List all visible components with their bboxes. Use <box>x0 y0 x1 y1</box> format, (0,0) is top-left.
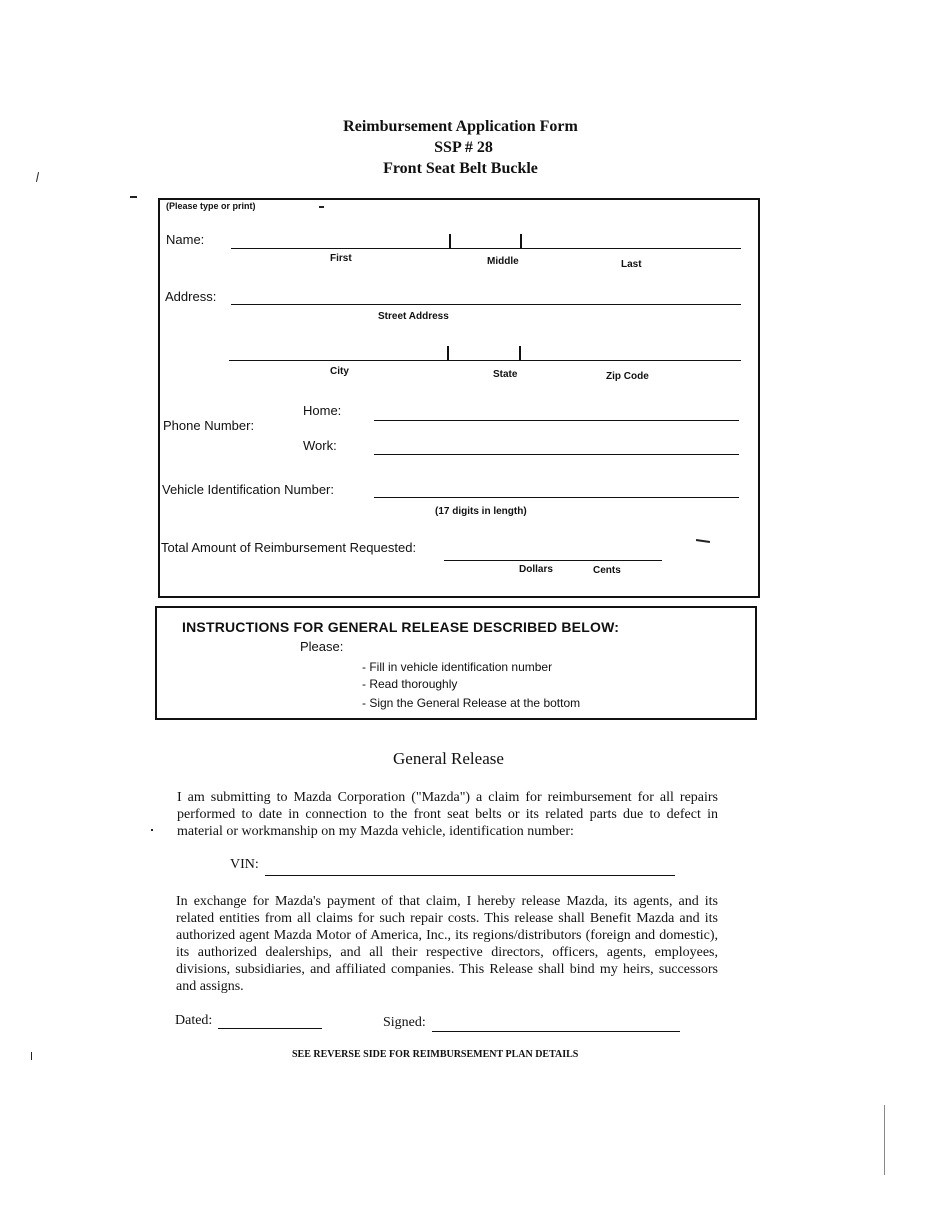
instruction-item: - Sign the General Release at the bottom <box>362 696 581 710</box>
instructions-please: Please: <box>300 639 344 654</box>
form-title-block <box>0 116 935 179</box>
release-vin-field[interactable] <box>265 875 675 876</box>
signature-field[interactable] <box>432 1031 680 1032</box>
applicant-info-box <box>158 198 760 598</box>
address-label: Address: <box>165 289 217 304</box>
vin-label: Vehicle Identification Number: <box>162 482 334 497</box>
instructions-title: INSTRUCTIONS FOR GENERAL RELEASE DESCRIBED BELOW: <box>182 619 620 635</box>
home-phone-field[interactable] <box>374 420 739 421</box>
name-divider <box>449 234 451 248</box>
form-subject: Front Seat Belt Buckle <box>383 160 538 177</box>
vin-field[interactable] <box>374 497 739 498</box>
release-vin-label: VIN: <box>230 857 259 872</box>
dated-label: Dated: <box>175 1013 213 1028</box>
city-state-zip-field[interactable] <box>229 360 741 361</box>
street-address-caption: Street Address <box>378 311 449 322</box>
name-label: Name: <box>166 232 205 247</box>
address-divider <box>447 346 449 360</box>
instruction-item: - Read thoroughly <box>362 677 458 691</box>
date-field[interactable] <box>218 1028 322 1029</box>
city-caption: City <box>330 366 349 377</box>
scan-mark <box>130 196 137 198</box>
signed-label: Signed: <box>383 1015 426 1030</box>
cents-caption: Cents <box>593 565 621 576</box>
reimbursement-amount-label: Total Amount of Reimbursement Requested: <box>161 540 417 555</box>
home-phone-label: Home: <box>303 403 342 418</box>
address-divider <box>519 346 521 360</box>
scan-mark <box>31 1052 32 1060</box>
state-caption: State <box>493 369 518 380</box>
work-phone-field[interactable] <box>374 454 739 455</box>
street-address-field[interactable] <box>231 304 741 305</box>
vin-length-note: (17 digits in length) <box>435 506 527 517</box>
release-paragraph-terms: In exchange for Mazda's payment of that claim, I hereby release Mazda, its agents, and its related entities from all claims for such repair costs. This release shall Benefit Mazda and its authorized agent Mazda Motor of America, Inc., its regions/distributors (foreign and domestic), its authorized dealerships, and all their respective directors, officers, agents, employees, divisions, subsidiaries, and affiliated companies. This Release shall bind my heirs, successors and assigns. <box>176 894 718 994</box>
form-ssp-number: SSP # 28 <box>434 139 493 156</box>
phone-number-label: Phone Number: <box>163 418 255 433</box>
dollars-caption: Dollars <box>519 564 553 575</box>
release-paragraph-claim: I am submitting to Mazda Corporation ("Mazda") a claim for reimbursement for all repairs performed to date in connection to the front seat belts or its related parts due to defect in material or workmanship on my Mazda vehicle, identification number: <box>177 790 718 839</box>
form-title: Reimbursement Application Form <box>343 118 578 135</box>
type-or-print-note: (Please type or print) <box>166 201 256 211</box>
name-divider <box>520 234 522 248</box>
last-name-caption: Last <box>621 259 642 270</box>
scan-mark <box>319 206 324 208</box>
first-name-caption: First <box>330 253 352 264</box>
reverse-side-note: SEE REVERSE SIDE FOR REIMBURSEMENT PLAN DETAILS <box>292 1049 579 1060</box>
name-field[interactable] <box>231 248 741 249</box>
scan-mark <box>884 1105 885 1175</box>
middle-name-caption: Middle <box>487 256 519 267</box>
work-phone-label: Work: <box>303 438 337 453</box>
reimbursement-amount-field[interactable] <box>444 560 662 561</box>
general-release-heading: General Release <box>393 749 504 768</box>
zip-code-caption: Zip Code <box>606 371 649 382</box>
scan-mark <box>151 829 153 831</box>
instruction-item: - Fill in vehicle identification number <box>362 660 553 674</box>
